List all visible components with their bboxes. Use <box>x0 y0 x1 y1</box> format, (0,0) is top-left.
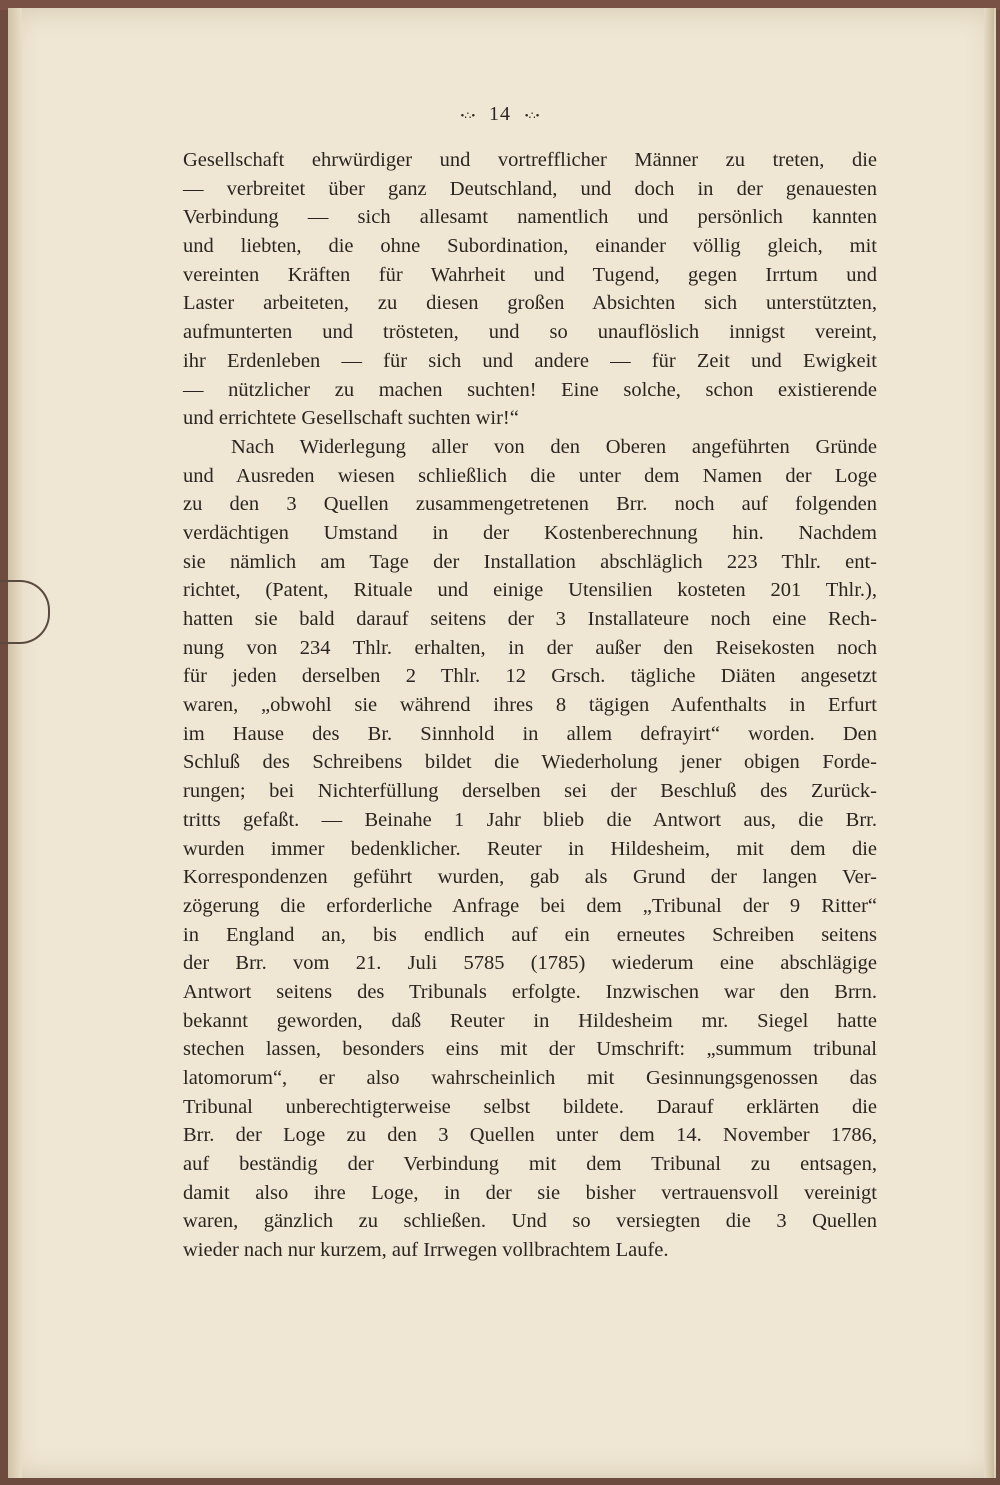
text-line: hatten sie bald darauf seitens der 3 Installateure noch eine Rech- <box>183 608 877 630</box>
ornament-right-icon: •∴• <box>524 110 540 123</box>
text-line: waren, „obwohl sie während ihres 8 tägigen Aufenthalts in Erfurt <box>183 694 877 717</box>
text-line: Schluß des Schreibens bildet die Wiederholung jener obigen Forde- <box>183 751 877 774</box>
text-line: stechen lassen, besonders eins mit der Umschrift: „summum tribunal <box>183 1038 877 1061</box>
text-line: Antwort seitens des Tribunals erfolgte. Inzwischen war den Brrn. <box>183 980 877 1003</box>
text-line: aufmunterten und trösteten, und so unauflöslich innigst vereint, <box>183 321 877 344</box>
page-gutter <box>8 8 22 1478</box>
ornament-left-icon: •∴• <box>460 110 476 123</box>
text-line: damit also ihre Loge, in der sie bisher vertrauensvoll vereinigt <box>183 1181 877 1204</box>
body-text <box>183 146 877 1265</box>
page-number: 14 <box>489 103 511 125</box>
text-line: bekannt geworden, daß Reuter in Hildesheim mr. Siegel hatte <box>183 1009 877 1032</box>
text-line: für jeden derselben 2 Thlr. 12 Grsch. tägliche Diäten angesetzt <box>183 665 877 688</box>
text-line: der Brr. vom 21. Juli 5785 (1785) wiederum eine abschlägige <box>183 952 877 975</box>
text-line: Brr. der Loge zu den 3 Quellen unter dem 14. November 1786, <box>183 1124 877 1147</box>
text-line: Laster arbeiteten, zu diesen großen Absichten sich unterstützten, <box>183 292 877 315</box>
text-line: — nützlicher zu machen suchten! Eine solche, schon existierende <box>183 378 877 401</box>
text-line: Nach Widerlegung aller von den Oberen angeführten Gründe <box>231 435 877 458</box>
text-line: und errichtete Gesellschaft suchten wir!“ <box>183 407 519 430</box>
text-line: verdächtigen Umstand in der Kostenberechnung hin. Nachdem <box>183 521 877 544</box>
text-line: nung von 234 Thlr. erhalten, in der außer den Reisekosten noch <box>183 636 877 659</box>
text-line: richtet, (Patent, Rituale und einige Utensilien kosteten 201 Thlr.), <box>183 579 877 602</box>
text-line: vereinten Kräften für Wahrheit und Tugend, gegen Irrtum und <box>183 263 877 286</box>
text-line: zu den 3 Quellen zusammengetretenen Brr. noch auf folgenden <box>183 493 877 516</box>
text-line: wieder nach nur kurzem, auf Irrwegen vollbrachtem Laufe. <box>183 1239 669 1262</box>
text-line: und Ausreden wiesen schließlich die unter dem Namen der Loge <box>183 464 877 487</box>
text-line: im Hause des Br. Sinnhold in allem defrayirt“ worden. Den <box>183 722 877 745</box>
text-line: zögerung die erforderliche Anfrage bei dem „Tribunal der 9 Ritter“ <box>183 894 877 917</box>
text-line: latomorum“, er also wahrscheinlich mit Gesinnungsgenossen das <box>183 1067 877 1089</box>
page-header <box>0 103 1000 126</box>
text-line: — verbreitet über ganz Deutschland, und doch in der genauesten <box>183 177 877 200</box>
text-line: tritts gefaßt. — Beinahe 1 Jahr blieb die Antwort aus, die Brr. <box>183 808 877 831</box>
text-line: Korrespondenzen geführt wurden, gab als Grund der langen Ver- <box>183 866 877 889</box>
text-line: Verbindung — sich allesamt namentlich und persönlich kannten <box>183 206 877 229</box>
text-line: Gesellschaft ehrwürdiger und vortrefflicher Männer zu treten, die <box>183 149 877 171</box>
text-line: auf beständig der Verbindung mit dem Tribunal zu entsagen, <box>183 1153 877 1176</box>
text-line: in England an, bis endlich auf ein erneutes Schreiben seitens <box>183 923 877 946</box>
text-line: Tribunal unberechtigterweise selbst bildete. Darauf erklärten die <box>183 1095 877 1118</box>
text-line: rungen; bei Nichterfüllung derselben sei der Beschluß des Zurück- <box>183 780 877 803</box>
text-line: wurden immer bedenklicher. Reuter in Hildesheim, mit dem die <box>183 837 877 860</box>
page-edge <box>984 8 994 1478</box>
text-line: und liebten, die ohne Subordination, einander völlig gleich, mit <box>183 235 877 258</box>
text-line: waren, gänzlich zu schließen. Und so versiegten die 3 Quellen <box>183 1210 877 1233</box>
text-line: ihr Erdenleben — für sich und andere — für Zeit und Ewigkeit <box>183 349 877 372</box>
text-line: sie nämlich am Tage der Installation abschläglich 223 Thlr. ent- <box>183 550 877 573</box>
